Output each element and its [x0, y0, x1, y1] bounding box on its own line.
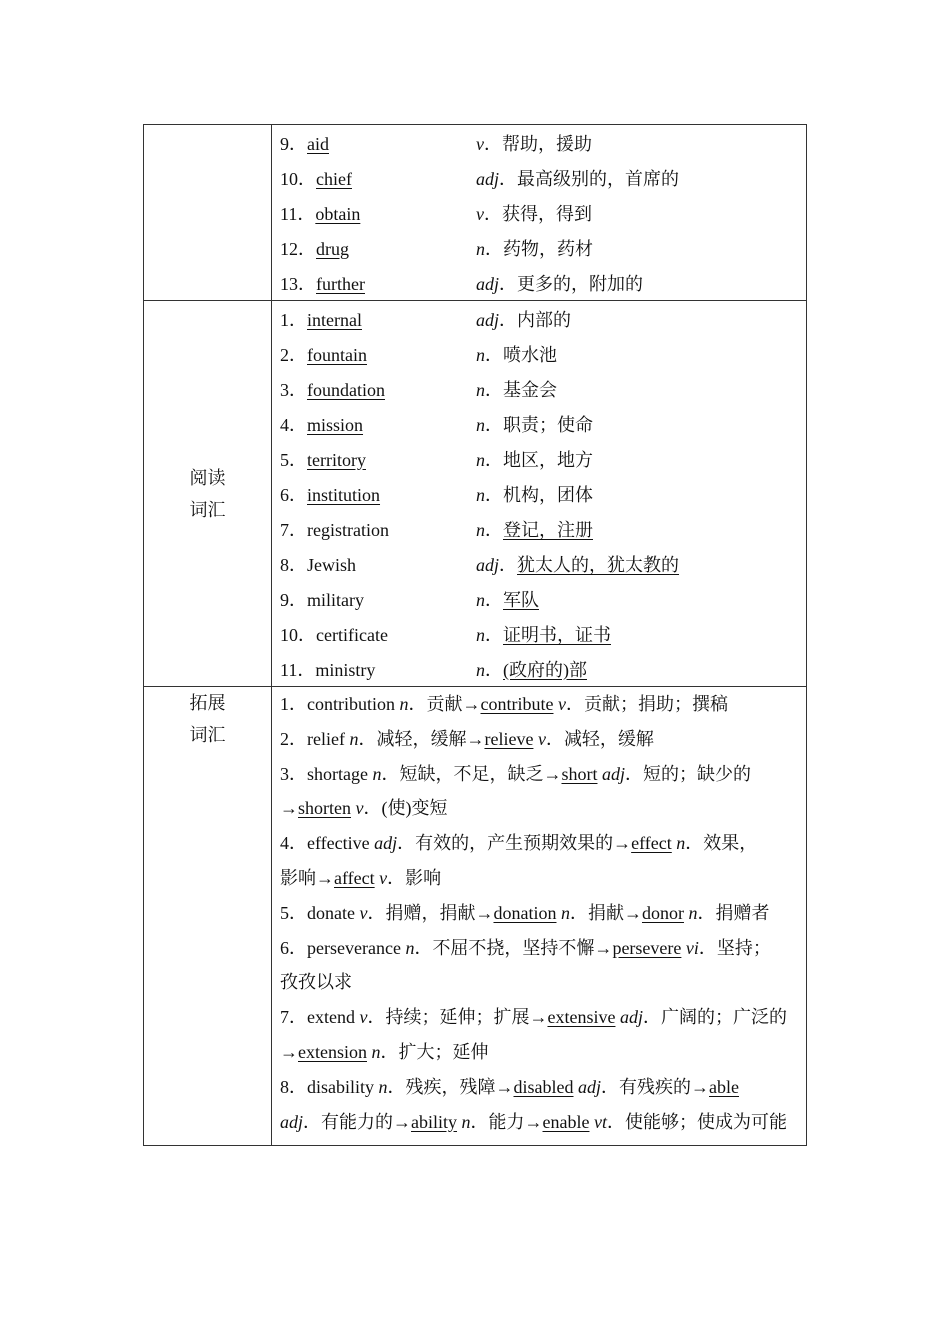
word-list-cell [272, 125, 807, 301]
list-item: 1．contribution n．贡献→contribute v．贡献；捐助；撰稿 [280, 694, 728, 714]
list-item: 6．institution n．机构，团体 [280, 484, 593, 505]
category-cell-empty [144, 125, 272, 301]
list-item: 5．donate v．捐赠，捐献→donation n．捐献→donor n．捐赠者 [280, 902, 770, 923]
list-item: 10．chief adj．最高级别的，首席的 [280, 168, 680, 189]
list-item: 4．effective adj．有效的，产生预期效果的→effect n．效果， 影响→affect v．影响 [280, 833, 758, 888]
table-row [144, 301, 807, 687]
list-item: 7．extend v．持续；延伸；扩展→extensive adj．广阔的；广泛的→extension n．扩大；延伸 [280, 1007, 787, 1062]
list-item: 8．disability n．残疾，残障→disabled adj．有残疾的→able adj．有能力的→ability n．能力→enable vt．使能够；使成为可能 [280, 1076, 787, 1132]
vocabulary-table [143, 124, 807, 1146]
category-cell-reading [144, 301, 272, 687]
extension-list-cell [272, 687, 807, 1146]
category-label: 词汇 [189, 725, 226, 745]
word-list-cell [272, 301, 807, 687]
category-label: 阅读 [189, 467, 226, 488]
list-item: 9．military n．军队 [280, 589, 539, 610]
list-item: 5．territory n．地区，地方 [280, 449, 593, 470]
list-item: 7．registration n．登记，注册 [280, 519, 593, 540]
category-cell-extension [144, 687, 272, 1146]
list-item: 3．foundation n．基金会 [280, 379, 557, 400]
table-row [144, 125, 807, 301]
list-item: 11．ministry n．(政府的)部 [280, 659, 587, 680]
list-item: 2．relief n．减轻，缓解→relieve v．减轻，缓解 [280, 728, 654, 749]
category-label: 拓展 [189, 693, 226, 713]
list-item: 6．perseverance n．不屈不挠，坚持不懈→persevere vi．坚持；孜孜以求 [280, 937, 771, 993]
category-label: 词汇 [189, 499, 226, 520]
list-item: 3．shortage n．短缺，不足，缺乏→short adj．短的；缺少的 →shorten v．(使)变短 [280, 763, 751, 819]
list-item: 9．aid v．帮助，援助 [280, 133, 592, 154]
list-item: 12．drug n．药物，药材 [280, 238, 593, 259]
list-item: 10．certificate n．证明书，证书 [280, 624, 611, 645]
table-row [144, 687, 807, 1146]
list-item: 13．further adj．更多的，附加的 [280, 273, 644, 294]
list-item: 4．mission n．职责；使命 [280, 414, 593, 435]
list-item: 1．internal adj．内部的 [280, 309, 572, 330]
list-item: 2．fountain n．喷水池 [280, 344, 557, 365]
list-item: 8．Jewish adj．犹太人的，犹太教的 [280, 554, 680, 575]
list-item: 11．obtain v．获得，得到 [280, 203, 592, 224]
